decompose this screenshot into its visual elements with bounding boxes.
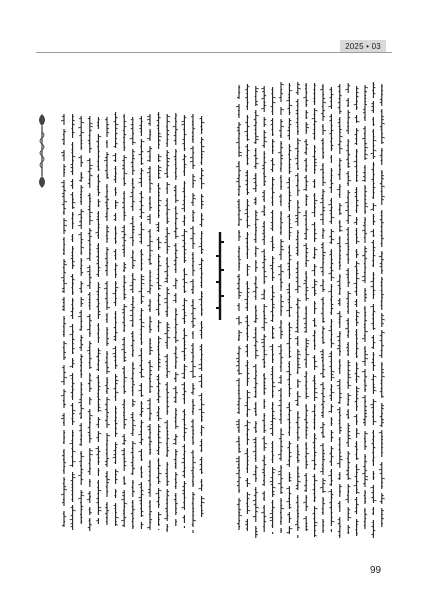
text-column <box>303 83 309 531</box>
text-column <box>253 86 259 538</box>
text-column <box>244 84 250 531</box>
text-column <box>95 117 101 524</box>
text-column <box>199 116 205 517</box>
text-column <box>379 84 385 527</box>
page-number: 99 <box>370 565 382 576</box>
text-column <box>270 87 276 534</box>
text-column <box>113 112 119 526</box>
text-column <box>164 114 170 532</box>
text-column <box>87 116 93 531</box>
text-column <box>138 116 144 529</box>
text-column <box>337 84 343 538</box>
text-column <box>156 112 162 530</box>
text-column <box>121 114 127 527</box>
text-column <box>320 84 326 533</box>
text-column <box>190 114 196 533</box>
text-column <box>354 86 360 536</box>
text-column <box>278 82 284 533</box>
text-column <box>130 117 136 529</box>
mongolian-text-block-right <box>235 80 390 540</box>
text-column <box>236 85 242 530</box>
header-ornament-icon <box>36 112 48 190</box>
text-column <box>173 113 179 526</box>
section-heading-glyphs <box>215 230 225 322</box>
text-column <box>181 115 187 528</box>
text-column <box>328 87 334 532</box>
text-column <box>295 82 301 538</box>
text-column <box>61 114 67 527</box>
text-column <box>362 85 368 529</box>
mongolian-text-block-left <box>60 110 210 535</box>
text-column <box>312 83 318 537</box>
issue-badge: 2025 • 03 <box>340 40 386 53</box>
header-rule <box>36 52 392 53</box>
text-column <box>261 86 267 532</box>
text-column <box>286 83 292 534</box>
text-column <box>78 116 84 524</box>
text-column <box>104 117 110 525</box>
text-column <box>147 114 153 530</box>
text-column <box>370 82 376 538</box>
text-column <box>70 114 76 530</box>
text-column <box>345 83 351 534</box>
